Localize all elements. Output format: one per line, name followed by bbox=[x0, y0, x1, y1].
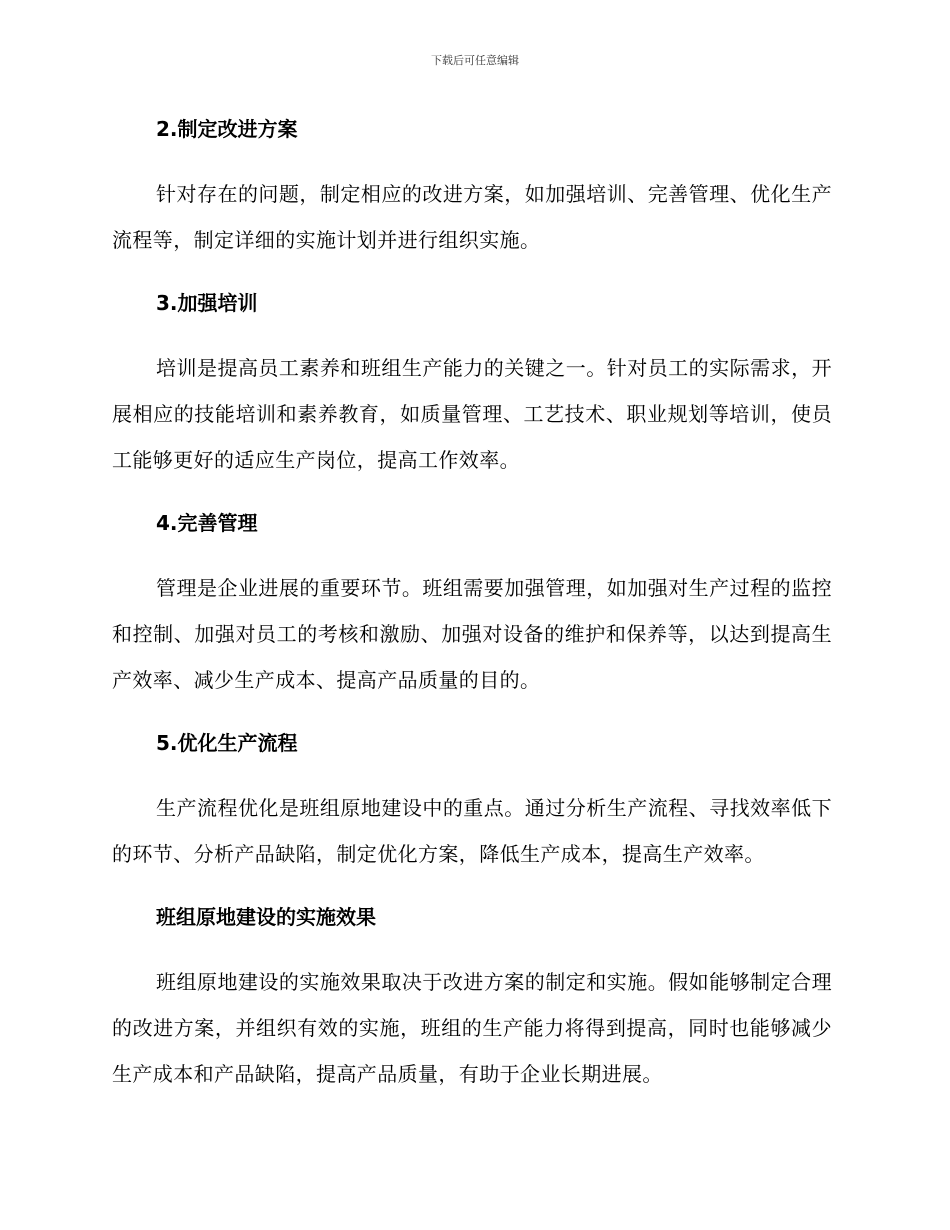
section-paragraph: 班组原地建设的实施效果取决于改进方案的制定和实施。假如能够制定合理的改进方案，并组织有效的实施，班组的生产能力将得到提高，同时也能够减少生产成本和产品缺陷，提高产品质量，有助于企业长期进展。 bbox=[112, 970, 832, 1086]
section-paragraph: 培训是提高员工素养和班组生产能力的关键之一。针对员工的实际需求，开展相应的技能培训和素养教育，如质量管理、工艺技术、职业规划等培训，使员工能够更好的适应生产岗位，提高工作效率。 bbox=[112, 356, 832, 472]
section-heading: 3.加强培训 bbox=[156, 291, 258, 315]
section-process-optimization bbox=[112, 728, 832, 902]
section-management bbox=[112, 508, 832, 728]
section-heading: 4.完善管理 bbox=[156, 511, 258, 535]
section-heading: 2.制定改进方案 bbox=[156, 117, 298, 141]
section-paragraph: 生产流程优化是班组原地建设中的重点。通过分析生产流程、寻找效率低下的环节、分析产品缺陷，制定优化方案，降低生产成本，提高生产效率。 bbox=[112, 796, 832, 866]
section-training bbox=[112, 288, 832, 508]
section-heading: 5.优化生产流程 bbox=[156, 731, 298, 755]
document-body bbox=[112, 114, 832, 1097]
section-improvement-plan bbox=[112, 114, 832, 288]
section-paragraph: 管理是企业进展的重要环节。班组需要加强管理，如加强对生产过程的监控和控制、加强对员工的考核和激励、加强对设备的维护和保养等，以达到提高生产效率、减少生产成本、提高产品质量的目的。 bbox=[112, 576, 832, 692]
section-implementation-effect bbox=[112, 902, 832, 1097]
section-paragraph: 针对存在的问题，制定相应的改进方案，如加强培训、完善管理、优化生产流程等，制定详细的实施计划并进行组织实施。 bbox=[112, 182, 832, 252]
section-heading: 班组原地建设的实施效果 bbox=[156, 905, 376, 929]
header-note: 下载后可任意编辑 bbox=[431, 54, 519, 67]
